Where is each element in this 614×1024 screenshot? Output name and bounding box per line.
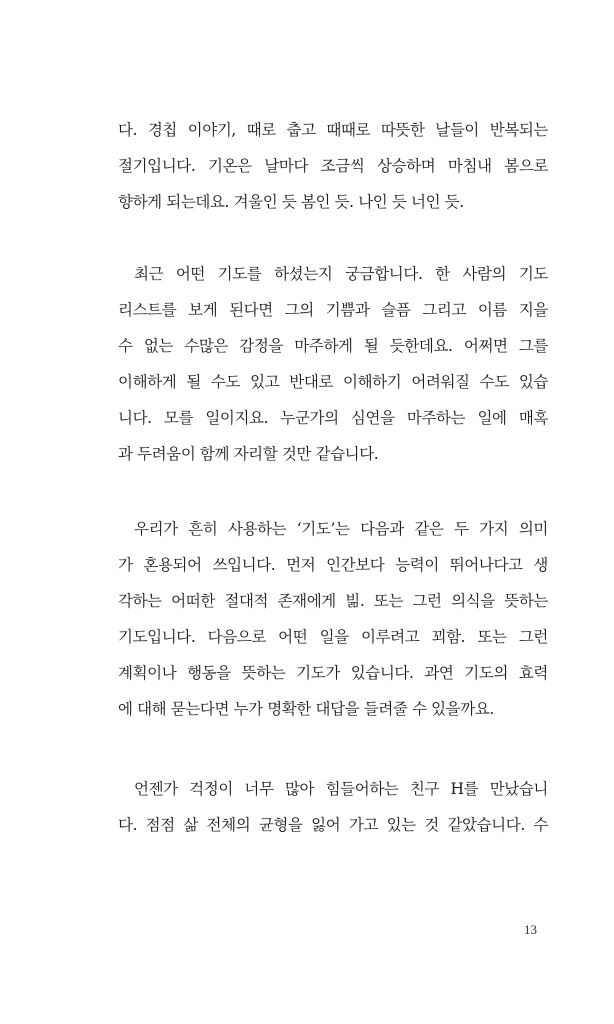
page-number: 13	[524, 922, 537, 937]
paragraph-2	[118, 256, 548, 472]
paragraph-1	[118, 112, 548, 220]
text-line: 다. 점점 삶 전체의 균형을 잃어 가고 있는 것 같았습니다. 수	[118, 816, 548, 834]
text-line: 가 혼용되어 쓰입니다. 먼저 인간보다 능력이 뛰어나다고 생	[118, 556, 548, 574]
text-line: 계획이나 행동을 뜻하는 기도가 있습니다. 과연 기도의 효력	[118, 664, 548, 682]
text-line: 향하게 되는데요. 겨울인 듯 봄인 듯. 나인 듯 너인 듯.	[118, 193, 464, 211]
paragraph-4	[118, 771, 548, 843]
text-line: 각하는 어떠한 절대적 존재에게 빎. 또는 그런 의식을 뜻하는	[118, 592, 548, 610]
text-line: 에 대해 묻는다면 누가 명확한 대답을 들려줄 수 있을까요.	[118, 700, 494, 718]
text-line: 수 없는 수많은 감정을 마주하게 될 듯한데요. 어쩌면 그를	[118, 337, 548, 355]
text-line: 리스트를 보게 된다면 그의 기쁨과 슬픔 그리고 이름 지을	[118, 301, 548, 319]
text-line: 언젠가 걱정이 너무 많아 힘들어하는 친구 H를 만났습니	[134, 780, 548, 798]
text-line: 기도입니다. 다음으로 어떤 일을 이루려고 꾀함. 또는 그런	[118, 628, 548, 646]
text-line: 다. 경칩 이야기, 때로 춥고 때때로 따뜻한 날들이 반복되는	[118, 121, 548, 139]
paragraph-3	[118, 511, 548, 727]
text-line: 이해하게 될 수도 있고 반대로 이해하기 어려워질 수도 있습	[118, 373, 548, 391]
text-line: 최근 어떤 기도를 하셨는지 궁금합니다. 한 사람의 기도	[134, 265, 548, 283]
text-line: 과 두려움이 함께 자리할 것만 같습니다.	[118, 445, 379, 463]
text-line: 절기입니다. 기온은 날마다 조금씩 상승하며 마침내 봄으로	[118, 157, 548, 175]
text-line: 우리가 흔히 사용하는 ‘기도’는 다음과 같은 두 가지 의미	[134, 520, 548, 538]
text-line: 니다. 모를 일이지요. 누군가의 심연을 마주하는 일에 매혹	[118, 409, 548, 427]
